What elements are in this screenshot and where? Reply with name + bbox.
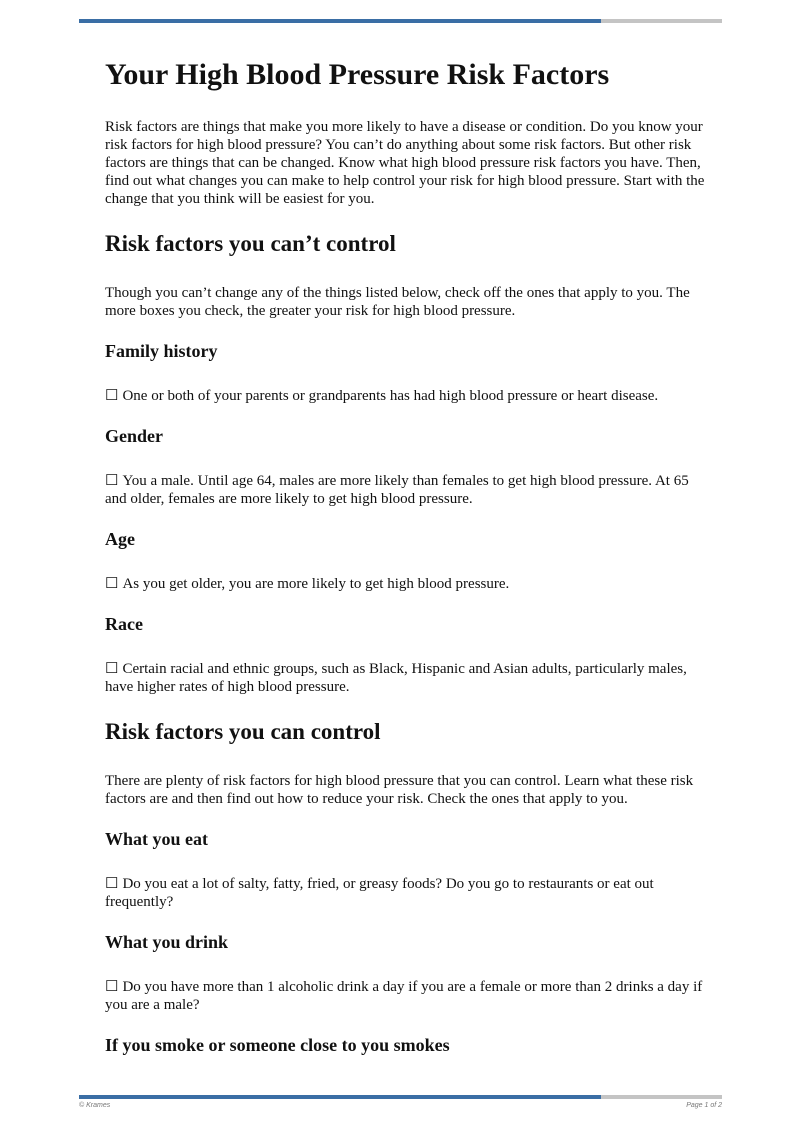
checklist-item-text: Do you eat a lot of salty, fatty, fried, or greasy foods? Do you go to restaurants or eat out frequently? <box>105 876 654 910</box>
document-body <box>105 56 705 1081</box>
checklist-item-text: One or both of your parents or grandparents has had high blood pressure or heart disease. <box>122 388 659 404</box>
checklist-item-what-you-eat <box>105 875 705 911</box>
checklist-item-family-history <box>105 387 705 405</box>
subheading-gender: Gender <box>105 426 163 446</box>
checklist-item-text: Certain racial and ethnic groups, such as Black, Hispanic and Asian adults, particularly males, have higher rates of high blood pressure. <box>105 661 687 695</box>
section-intro-cant-control: Though you can’t change any of the things listed below, check off the ones that apply to you. The more boxes you check, the greater your risk for high blood pressure. <box>105 285 690 319</box>
section-heading-cant-control: Risk factors you can’t control <box>105 231 396 256</box>
section-intro-can-control: There are plenty of risk factors for high blood pressure that you can control. Learn what these risk factors are and then find out how to reduce your risk. Check the ones that apply to you. <box>105 773 694 807</box>
checkbox-icon[interactable]: ☐ <box>105 388 119 404</box>
checklist-item-race <box>105 660 705 696</box>
checkbox-icon[interactable]: ☐ <box>105 661 119 677</box>
subheading-family-history: Family history <box>105 341 218 361</box>
checklist-item-gender <box>105 472 705 508</box>
intro-paragraph: Risk factors are things that make you more likely to have a disease or condition. Do you know your risk factors for high blood pressure? You can’t do anything about some risk factors. But other risk factors are things that can be changed. Know what high blood pressure risk factors you have. Then, find out what changes you can make to help control your risk for high blood pressure. Start with the change that you think will be easiest for you. <box>105 119 705 207</box>
footer-page-number: Page 1 of 2 <box>686 1102 722 1109</box>
bottom-progress-bar <box>79 1095 722 1099</box>
checklist-item-text: As you get older, you are more likely to get high blood pressure. <box>122 576 510 592</box>
checkbox-icon[interactable]: ☐ <box>105 876 119 892</box>
checkbox-icon[interactable]: ☐ <box>105 979 119 995</box>
subheading-smoking: If you smoke or someone close to you smokes <box>105 1035 450 1055</box>
subheading-what-you-drink: What you drink <box>105 932 229 952</box>
subheading-what-you-eat: What you eat <box>105 829 208 849</box>
subheading-race: Race <box>105 614 143 634</box>
checkbox-icon[interactable]: ☐ <box>105 576 119 592</box>
checklist-item-age <box>105 575 705 593</box>
checklist-item-text: Do you have more than 1 alcoholic drink a day if you are a female or more than 2 drinks a day if you are a male? <box>105 979 703 1013</box>
bottom-progress-bar-fill <box>79 1095 601 1099</box>
checklist-item-text: You a male. Until age 64, males are more likely than females to get high blood pressure. At 65 and older, females are more likely to get high blood pressure. <box>105 473 689 507</box>
top-progress-bar-fill <box>79 19 601 23</box>
checklist-item-what-you-drink <box>105 978 705 1014</box>
section-heading-can-control: Risk factors you can control <box>105 719 381 744</box>
page-title: Your High Blood Pressure Risk Factors <box>105 58 610 91</box>
checkbox-icon[interactable]: ☐ <box>105 473 119 489</box>
subheading-age: Age <box>105 529 135 549</box>
footer-copyright: © Krames <box>79 1102 111 1109</box>
top-progress-bar <box>79 19 722 23</box>
